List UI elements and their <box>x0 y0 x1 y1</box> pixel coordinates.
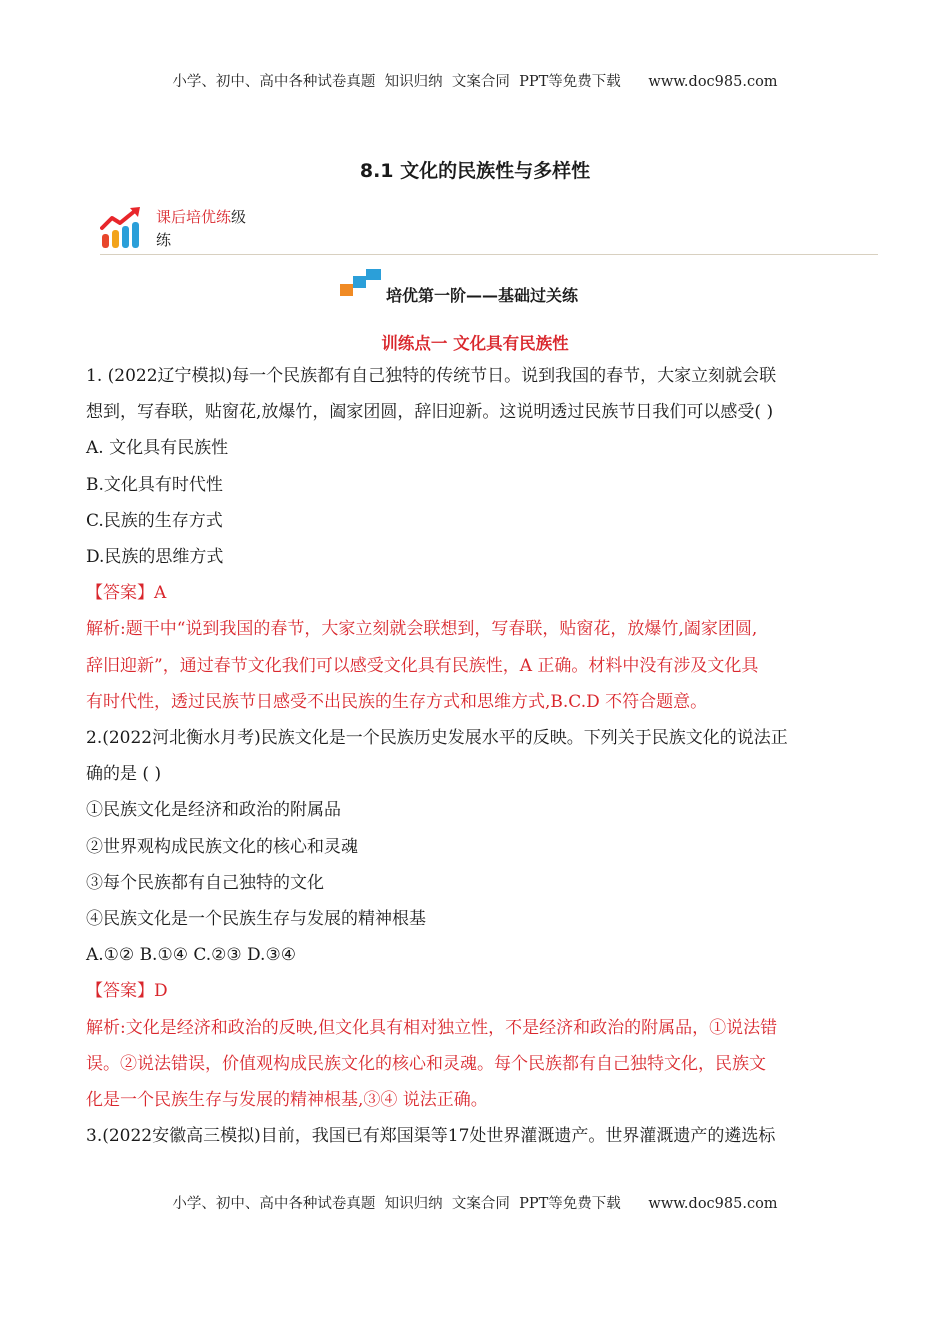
text-line: A. 文化具有民族性 <box>86 438 229 459</box>
text-line: ②世界观构成民族文化的核心和灵魂 <box>86 836 358 857</box>
text-line: 3.(2022安徽高三模拟)目前，我国已有郑国渠等17处世界灌溉遗产。世界灌溉遗产的遴选标 <box>86 1126 776 1147</box>
text-line: 想到，写春联，贴窗花,放爆竹，阖家团圆，辞旧迎新。这说明透过民族节日我们可以感受( ) <box>86 402 774 423</box>
analysis-line: 化是一个民族生存与发展的精神根基,③④ 说法正确。 <box>86 1090 488 1111</box>
text-line: 确的是 ( ) <box>86 764 162 785</box>
text-line: A.①② B.①④ C.②③ D.③④ <box>86 945 296 966</box>
text-line: B.文化具有时代性 <box>86 474 223 495</box>
page-title: 8.1 文化的民族性与多样性 <box>359 160 591 182</box>
analysis-line: 解析:文化是经济和政治的反映,但文化具有相对独立性，不是经济和政治的附属品，①说法错 <box>86 1017 778 1038</box>
analysis-line: 解析:题干中“说到我国的春节，大家立刻就会联想到，写春联，贴窗花，放爆竹,阖家团圆, <box>86 619 758 640</box>
page-header: 小学、初中、高中各种试卷真题 知识归纳 文案合同 PPT等免费下载 www.doc985.com <box>172 74 778 90</box>
analysis-line: 有时代性，透过民族节日感受不出民族的生存方式和思维方式,B.C.D 不符合题意。 <box>86 691 708 712</box>
text-line: ①民族文化是经济和政治的附属品 <box>86 800 341 821</box>
text-line: D.民族的思维方式 <box>86 547 224 568</box>
page-footer: 小学、初中、高中各种试卷真题 知识归纳 文案合同 PPT等免费下载 www.doc985.com <box>172 1196 778 1212</box>
analysis-line: 误。②说法错误，价值观构成民族文化的核心和灵魂。每个民族都有自己独特文化，民族文 <box>86 1053 766 1074</box>
question-content <box>86 358 876 1154</box>
text-line: ④民族文化是一个民族生存与发展的精神根基 <box>86 909 426 930</box>
analysis-line: 辞旧迎新”，通过春节文化我们可以感受文化具有民族性，A 正确。材料中没有涉及文化具 <box>86 655 759 676</box>
steps-icon <box>339 268 383 298</box>
answer-line: 【答案】A <box>86 583 167 604</box>
section-subtitle: 训练点一 文化具有民族性 <box>381 334 569 353</box>
text-line: C.民族的生存方式 <box>86 510 223 531</box>
practice-badge-label: 课后培优练级 练 <box>156 208 247 249</box>
text-line: 2.(2022河北衡水月考)民族文化是一个民族历史发展水平的反映。下列关于民族文化的说法正 <box>86 728 788 749</box>
text-line: 1. (2022辽宁模拟)每一个民族都有自己独特的传统节日。说到我国的春节，大家立刻就会联 <box>86 366 777 386</box>
chart-growth-icon <box>100 206 144 250</box>
text-line: ③每个民族都有自己独特的文化 <box>86 872 324 893</box>
answer-line: 【答案】D <box>86 981 168 1002</box>
divider <box>100 254 878 255</box>
section-title: 培优第一阶——基础过关练 <box>386 286 579 305</box>
